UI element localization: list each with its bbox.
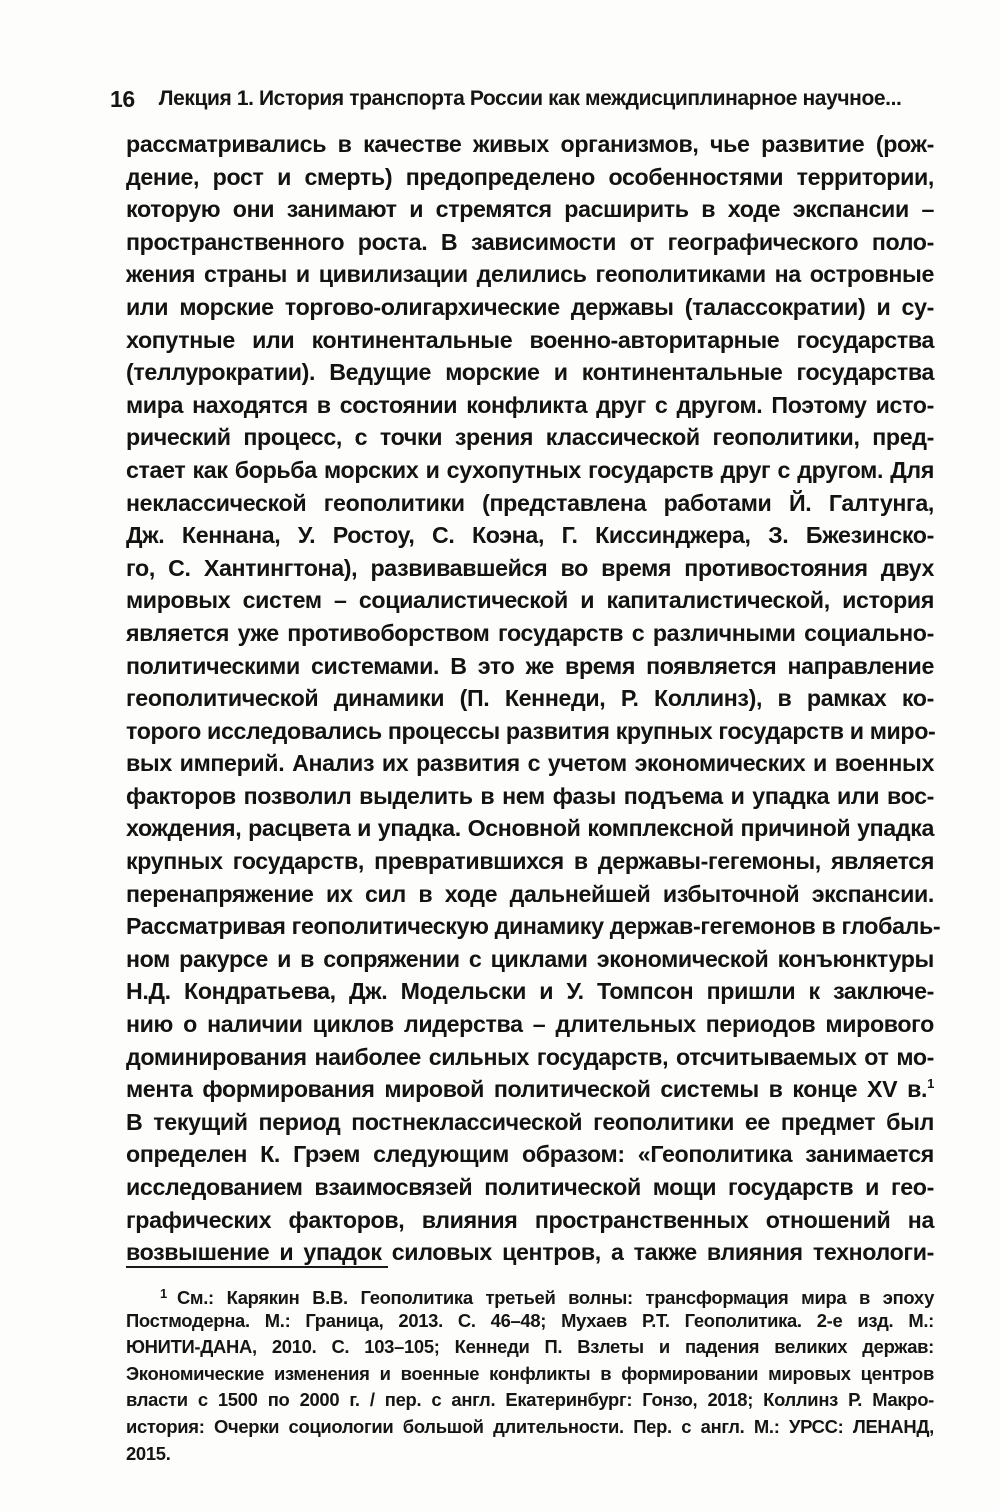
text-line: доминирования наиболее сильных государств, отсчитываемых от мо- bbox=[126, 1043, 934, 1070]
footnote-mark: 1 bbox=[160, 1286, 167, 1301]
text-line: го, С. Хантингтона), развивавшейся во время противостояния двух bbox=[126, 554, 934, 581]
footnote-line: 2015. bbox=[126, 1442, 171, 1464]
text-line: (теллурократии). Ведущие морские и континентальные государства bbox=[126, 359, 934, 386]
running-title: Лекция 1. История транспорта России как междисциплинарное научное... bbox=[158, 87, 902, 110]
text-line: факторов позволил выделить в нем фазы подъема и упадка или вос- bbox=[126, 782, 934, 809]
text-line: неклассической геополитики (представлена работами Й. Галтунга, bbox=[126, 489, 934, 516]
footnote-line bbox=[126, 1281, 934, 1308]
main-text bbox=[126, 128, 941, 1269]
text-line: политическими системами. В это же время появляется направление bbox=[126, 652, 934, 679]
text-line-content: мента формирования мировой политической системы в конце XV в. bbox=[126, 1076, 928, 1103]
text-line: Рассматривая геополитическую динамику держав-гегемонов в глобаль- bbox=[126, 913, 941, 940]
text-line: Дж. Кеннана, У. Ростоу, С. Коэна, Г. Киссинджера, З. Бжезинско- bbox=[126, 522, 934, 549]
footnote-reference[interactable]: 1 bbox=[927, 1076, 934, 1092]
text-line: В текущий период постнеклассической геополитики ее предмет был bbox=[126, 1108, 934, 1135]
text-line: рический процесс, с точки зрения классической геополитики, пред- bbox=[126, 424, 934, 451]
text-line: нию о наличии циклов лидерства – длительных периодов мирового bbox=[126, 1011, 934, 1038]
text-line-with-footnote-ref bbox=[126, 1073, 934, 1106]
text-line: хождения, расцвета и упадка. Основной комплексной причиной упадка bbox=[126, 815, 934, 842]
text-line: мировых систем – социалистической и капиталистической, история bbox=[126, 587, 934, 614]
page-number: 16 bbox=[110, 85, 135, 112]
text-line: жения страны и цивилизации делились геополитиками на островные bbox=[126, 261, 934, 288]
text-line: хопутные или континентальные военно-авторитарные государства bbox=[126, 326, 934, 353]
text-line: или морские торгово-олигархические державы (талассократии) и су- bbox=[126, 293, 934, 320]
text-line: графических факторов, влияния пространственных отношений на bbox=[126, 1206, 934, 1233]
text-line: торого исследовались процессы развития крупных государств и миро- bbox=[126, 717, 936, 744]
text-line: возвышение и упадок силовых центров, а также влияния технологи- bbox=[126, 1239, 934, 1266]
footnote-line: история: Очерки социологии большой длительности. Пер. с англ. М.: УРСС: ЛЕНАНД, bbox=[126, 1415, 934, 1437]
text-line: определен К. Грэем следующим образом: «Геополитика занимается bbox=[126, 1141, 934, 1168]
text-line: дение, рост и смерть) предопределено особенностями территории, bbox=[126, 163, 934, 190]
text-line: мира находятся в состоянии конфликта друг с другом. Поэтому исто- bbox=[126, 391, 934, 418]
text-line: вых империй. Анализ их развития с учетом экономических и военных bbox=[126, 750, 934, 777]
footnote-line: Постмодерна. М.: Граница, 2013. С. 46–48; Мухаев Р.Т. Геополитика. 2-е изд. М.: bbox=[126, 1309, 934, 1331]
footnote-line-text: См.: Карякин В.В. Геополитика третьей волны: трансформация мира в эпоху bbox=[176, 1287, 934, 1308]
text-line: Н.Д. Кондратьева, Дж. Модельски и У. Томпсон пришли к заключе- bbox=[126, 978, 934, 1005]
text-line: является уже противоборством государств с различными социально- bbox=[126, 619, 934, 646]
text-line: ном ракурсе и в сопряжении с циклами экономической конъюнктуры bbox=[126, 945, 934, 972]
text-line: геополитической динамики (П. Кеннеди, Р. Коллинз), в рамках ко- bbox=[126, 685, 934, 712]
footnote-line: власти с 1500 по 2000 г. / пер. с англ. Екатеринбург: Гонзо, 2018; Коллинз Р. Макро- bbox=[126, 1389, 934, 1411]
text-line: рассматривались в качестве живых организмов, чье развитие (рож- bbox=[126, 131, 934, 157]
text-line: перенапряжение их сил в ходе дальнейшей избыточной экспансии. bbox=[126, 880, 934, 907]
text-line: которую они занимают и стремятся расширить в ходе экспансии – bbox=[126, 196, 934, 223]
footnote bbox=[126, 1281, 934, 1467]
footnote-line: ЮНИТИ-ДАНА, 2010. С. 103–105; Кеннеди П. Взлеты и падения великих держав: bbox=[126, 1336, 934, 1358]
footnote-divider bbox=[126, 1266, 388, 1268]
text-line: крупных государств, превратившихся в державы-гегемоны, является bbox=[126, 848, 934, 875]
running-header bbox=[110, 84, 902, 114]
text-line: стает как борьба морских и сухопутных государств друг с другом. Для bbox=[126, 456, 934, 483]
text-line: пространственного роста. В зависимости от географического поло- bbox=[126, 228, 934, 255]
footnote-line: Экономические изменения и военные конфликты в формировании мировых центров bbox=[126, 1362, 934, 1384]
text-line: исследованием взаимосвязей политической мощи государств и гео- bbox=[126, 1174, 934, 1200]
